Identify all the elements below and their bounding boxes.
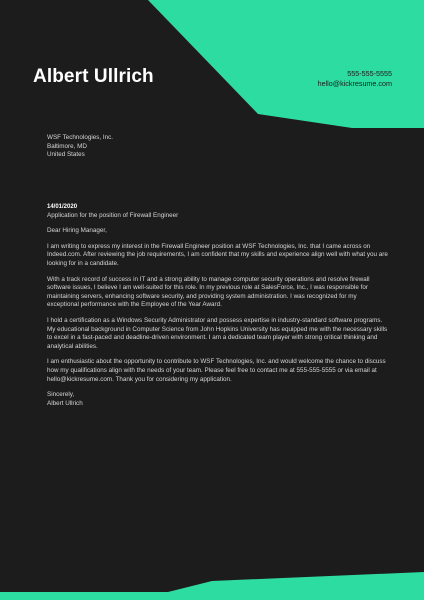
signature-name: Albert Ullrich <box>47 399 83 407</box>
contact-info <box>318 69 392 88</box>
letter-date: 14/01/2020 <box>47 204 78 210</box>
email-address: hello@kickresume.com <box>317 78 392 88</box>
letter-subject: Application for the position of Firewall Engineer <box>47 211 179 219</box>
sign-off <box>47 391 389 408</box>
recipient-company: WSF Technologies, Inc. <box>47 134 114 141</box>
paragraph-education: I hold a certification as a Windows Security Administrator and possess expertise in industry-standard software programs. My educational background in Computer Science from John Hopkins University has equipped me with the necessary skills to excel in a fast-paced and deadline-driven environment. I am a dedicated team player with strong critical thinking and analytical abilities. <box>47 316 388 350</box>
phone-number: 555-555-5555 <box>347 69 392 78</box>
recipient-address <box>47 134 113 160</box>
bottom-accent-shape <box>0 572 424 600</box>
recipient-country: United States <box>47 151 85 159</box>
paragraph-intro: I am writing to express my interest in the Firewall Engineer position at WSF Technologies, Inc. that I came across on Indeed.com. After reviewing the job requirements, I am confident that my skills and experience align well with what you are looking for in a candidate. <box>47 242 388 267</box>
paragraph-experience: With a track record of success in IT and a strong ability to manage computer security operations and resolve firewall software issues, I believe I am well-suited for this role. In my previous role at SalesForce, Inc., I was responsible for maintaining servers, enhancing software security, and providing system administration. I was recognized for my exceptional performance with the Employee of the Year Award. <box>47 275 370 309</box>
greeting: Dear Hiring Manager, <box>47 227 107 235</box>
letter-body <box>47 203 389 408</box>
top-accent-shape <box>148 0 424 128</box>
applicant-name: Albert Ullrich <box>33 66 154 87</box>
closing-salutation: Sincerely, <box>47 391 75 399</box>
recipient-city: Baltimore, MD <box>47 142 87 150</box>
paragraph-closing: I am enthusiastic about the opportunity to contribute to WSF Technologies, Inc. and would welcome the chance to discuss how my qualifications align with the needs of your team. Please feel free to contact me at 555-555-5555 or via email at hello@kickresume.com. Thank you for considering my application. <box>47 358 386 383</box>
